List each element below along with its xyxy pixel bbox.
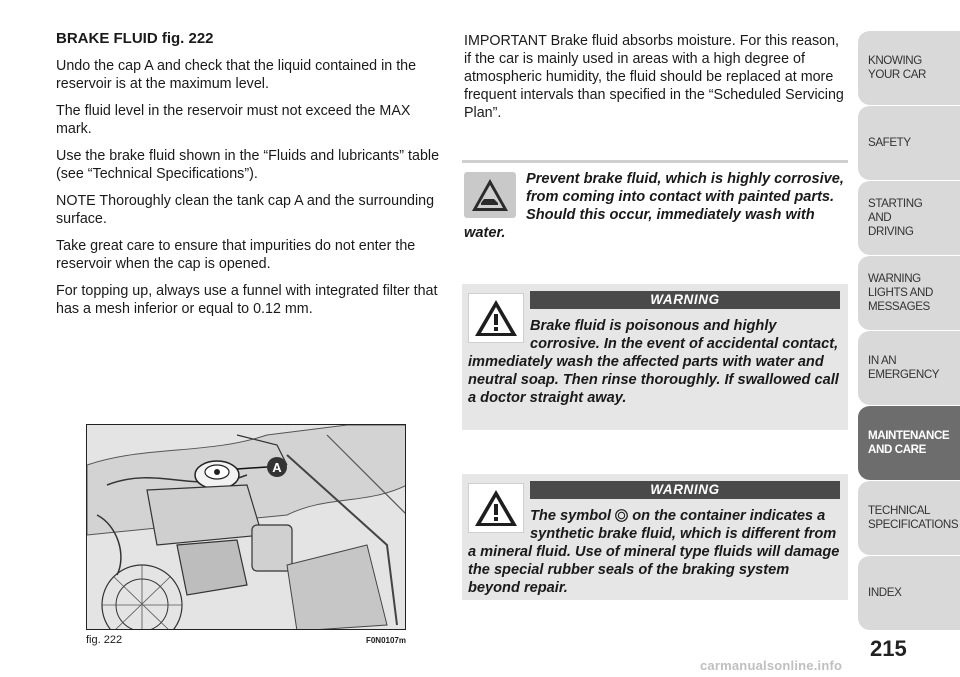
paragraph-max-mark: The fluid level in the reservoir must not exceed the MAX mark. <box>56 103 411 137</box>
warning-text-after: on the container indicates a synthetic brake fluid, which is different from a mineral fluid. Use of mineral type fluids will damage the special rubber seals of the braking system beyond repair. <box>468 508 840 596</box>
warning-text-poison: Brake fluid is poisonous and highly corrosive. In the event of accidental contact, immediately wash the affected parts with water and neutral soap. Then rinse thoroughly. If swallowed call a doctor straight away. <box>468 318 839 406</box>
callout-a: A <box>272 460 282 475</box>
tab-safety[interactable] <box>858 105 960 180</box>
paragraph-topping-up: For topping up, always use a funnel with integrated filter that has a mesh inferior or equal to 0.12 mm. <box>56 283 438 317</box>
tab-starting-and-driving[interactable] <box>858 180 960 255</box>
divider <box>462 160 848 163</box>
dot3-circle-icon <box>615 509 628 522</box>
warning-title: WARNING <box>530 291 840 309</box>
figure-caption <box>86 633 406 649</box>
engine-bay-figure <box>86 424 406 630</box>
warning-box-poison <box>462 284 848 430</box>
warning-triangle-icon <box>468 483 524 533</box>
brake-fluid-section <box>56 30 441 327</box>
tab-label: KNOWING YOUR CAR <box>868 54 926 81</box>
tab-maintenance-and-care[interactable] <box>858 405 960 480</box>
tab-label: MAINTENANCE AND CARE <box>868 429 950 456</box>
section-heading: BRAKE FLUID fig. 222 <box>56 30 214 47</box>
tab-in-an-emergency[interactable] <box>858 330 960 405</box>
paragraph-impurities: Take great care to ensure that impurities do not enter the reservoir when the cap is opened. <box>56 238 416 272</box>
tab-warning-lights[interactable] <box>858 255 960 330</box>
paint-notice-text: Prevent brake fluid, which is highly corrosive, from coming into contact with painted parts. Should this occur, immediately wash with water. <box>464 171 844 241</box>
tab-label: SAFETY <box>868 136 911 149</box>
tab-label: IN AN EMERGENCY <box>868 354 940 381</box>
tab-label: TECHNICAL SPECIFICATIONS <box>868 504 959 531</box>
warning-title: WARNING <box>530 481 840 499</box>
figure-code: F0N0107m <box>365 636 406 645</box>
paragraph-note-clean: NOTE Thoroughly clean the tank cap A and the surrounding surface. <box>56 193 435 227</box>
watermark: carmanualsonline.info <box>700 658 843 673</box>
figure-label: fig. 222 <box>86 634 123 646</box>
warning-box-synthetic <box>462 474 848 600</box>
engine-bay-illustration <box>87 425 406 630</box>
warning-text-before: The symbol <box>530 508 612 524</box>
tab-knowing-your-car[interactable] <box>858 30 960 105</box>
tab-label: INDEX <box>868 586 902 599</box>
chapter-sidebar <box>858 30 960 630</box>
important-note: IMPORTANT Brake fluid absorbs moisture. For this reason, if the car is mainly used in areas with a high degree of atmospheric humidity, the fluid should be replaced at more frequent intervals than specified in the “Scheduled Servicing Plan”. <box>464 33 844 121</box>
tab-label: STARTING AND DRIVING <box>868 197 923 238</box>
tab-label: WARNING LIGHTS AND MESSAGES <box>868 272 933 313</box>
tab-index[interactable] <box>858 555 960 630</box>
paragraph-check-level: Undo the cap A and check that the liquid contained in the reservoir is at the maximum level. <box>56 58 417 92</box>
tab-technical-specifications[interactable] <box>858 480 960 555</box>
car-paint-warning-icon <box>464 172 516 218</box>
page-number: 215 <box>870 636 907 661</box>
paint-notice <box>464 170 846 242</box>
paragraph-fluid-type: Use the brake fluid shown in the “Fluids and lubricants” table (see “Technical Specifications”). <box>56 148 440 182</box>
warning-triangle-icon <box>468 293 524 343</box>
